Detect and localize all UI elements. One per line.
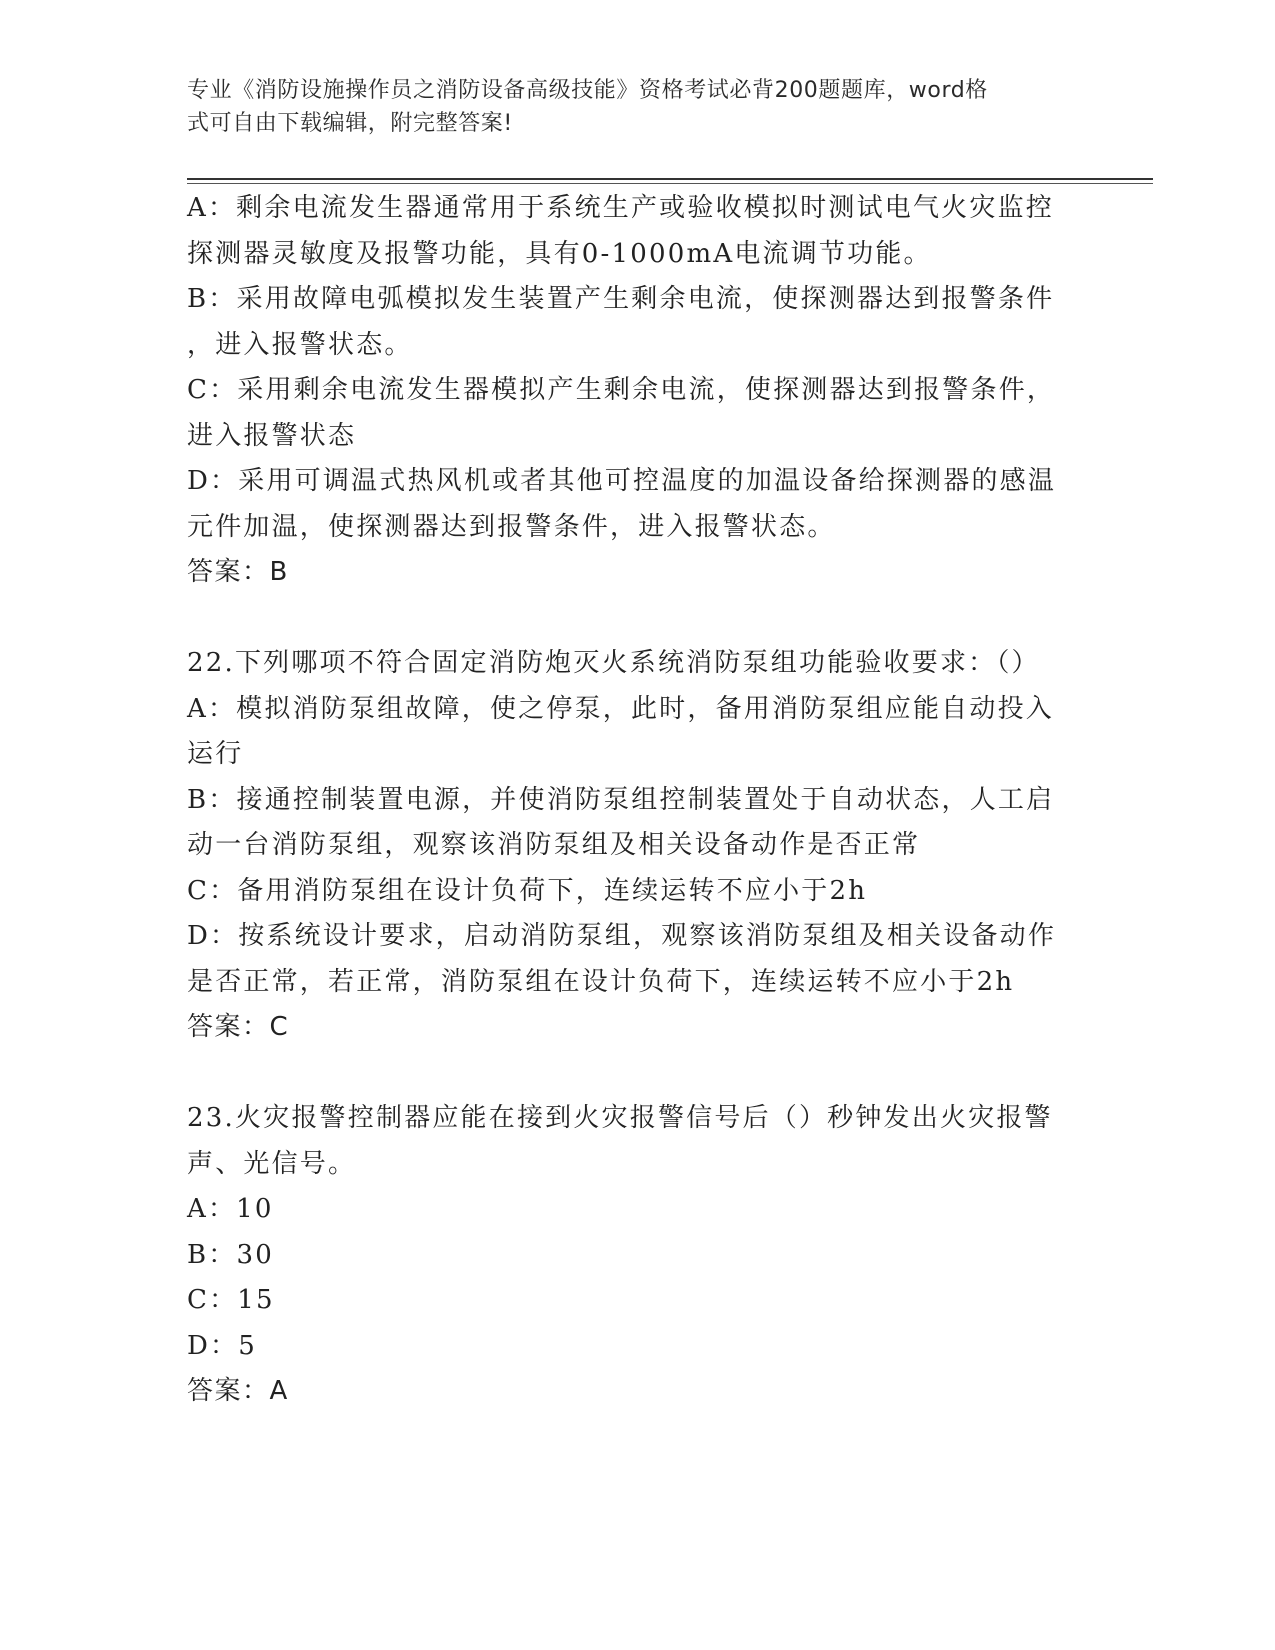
option-a: A：10 — [187, 1194, 274, 1224]
question-22 — [187, 641, 1077, 1051]
option-c-line-1: C：备用消防泵组在设计负荷下，连续运转不应小于2h — [187, 875, 868, 906]
option-b-line-2: 动一台消防泵组，观察该消防泵组及相关设备动作是否正常 — [187, 830, 921, 860]
answer-line: 答案：A — [187, 1376, 289, 1406]
question-23 — [187, 1096, 1077, 1415]
option-d: D：5 — [187, 1330, 257, 1361]
question-stem-line-1: 23.火灾报警控制器应能在接到火灾报警信号后（）秒钟发出火灾报警 — [187, 1103, 1053, 1133]
option-d-line-1: D：采用可调温式热风机或者其他可控温度的加温设备给探测器的感温 — [187, 466, 1057, 496]
spacer — [187, 596, 1077, 642]
option-b-line-1: B：接通控制装置电源，并使消防泵组控制装置处于自动状态，人工启 — [187, 784, 1055, 815]
option-c-line-1: C：采用剩余电流发生器模拟产生剩余电流，使探测器达到报警条件， — [187, 375, 1056, 405]
option-d-line-1: D：按系统设计要求，启动消防泵组，观察该消防泵组及相关设备动作 — [187, 921, 1057, 951]
option-b-line-1: B：采用故障电弧模拟发生装置产生剩余电流，使探测器达到报警条件 — [187, 284, 1055, 314]
question-list — [187, 186, 1077, 1415]
option-c-line-2: 进入报警状态 — [187, 420, 357, 451]
option-a-line-1: A：剩余电流发生器通常用于系统生产或验收模拟时测试电气火灾监控 — [187, 193, 1054, 223]
answer-line: 答案：B — [187, 557, 289, 587]
question-21 — [187, 186, 1077, 596]
option-c: C：15 — [187, 1285, 275, 1315]
spacer — [187, 1051, 1077, 1097]
question-stem: 22.下列哪项不符合固定消防炮灭火系统消防泵组功能验收要求：（） — [187, 648, 1040, 678]
option-a-line-2: 运行 — [187, 739, 244, 769]
header-line-2: 式可自由下载编辑，附完整答案! — [187, 111, 513, 136]
answer-line: 答案：C — [187, 1012, 290, 1042]
option-b: B：30 — [187, 1239, 274, 1270]
option-d-line-2: 是否正常，若正常，消防泵组在设计负荷下，连续运转不应小于2h — [187, 966, 1015, 997]
header-divider-thick — [187, 178, 1153, 180]
header-divider-thin — [187, 183, 1153, 184]
option-b-line-2: ，进入报警状态。 — [187, 329, 413, 360]
option-a-line-1: A：模拟消防泵组故障，使之停泵，此时，备用消防泵组应能自动投入 — [187, 693, 1054, 724]
option-d-line-2: 元件加温，使探测器达到报警条件，进入报警状态。 — [187, 511, 836, 542]
option-a-line-2: 探测器灵敏度及报警功能，具有0-1000mA电流调节功能。 — [187, 238, 932, 269]
question-stem-line-2: 声、光信号。 — [187, 1148, 357, 1179]
document-header — [187, 74, 1067, 140]
header-line-1: 专业《消防设施操作员之消防设备高级技能》资格考试必背200题题库，word格 — [187, 78, 988, 103]
